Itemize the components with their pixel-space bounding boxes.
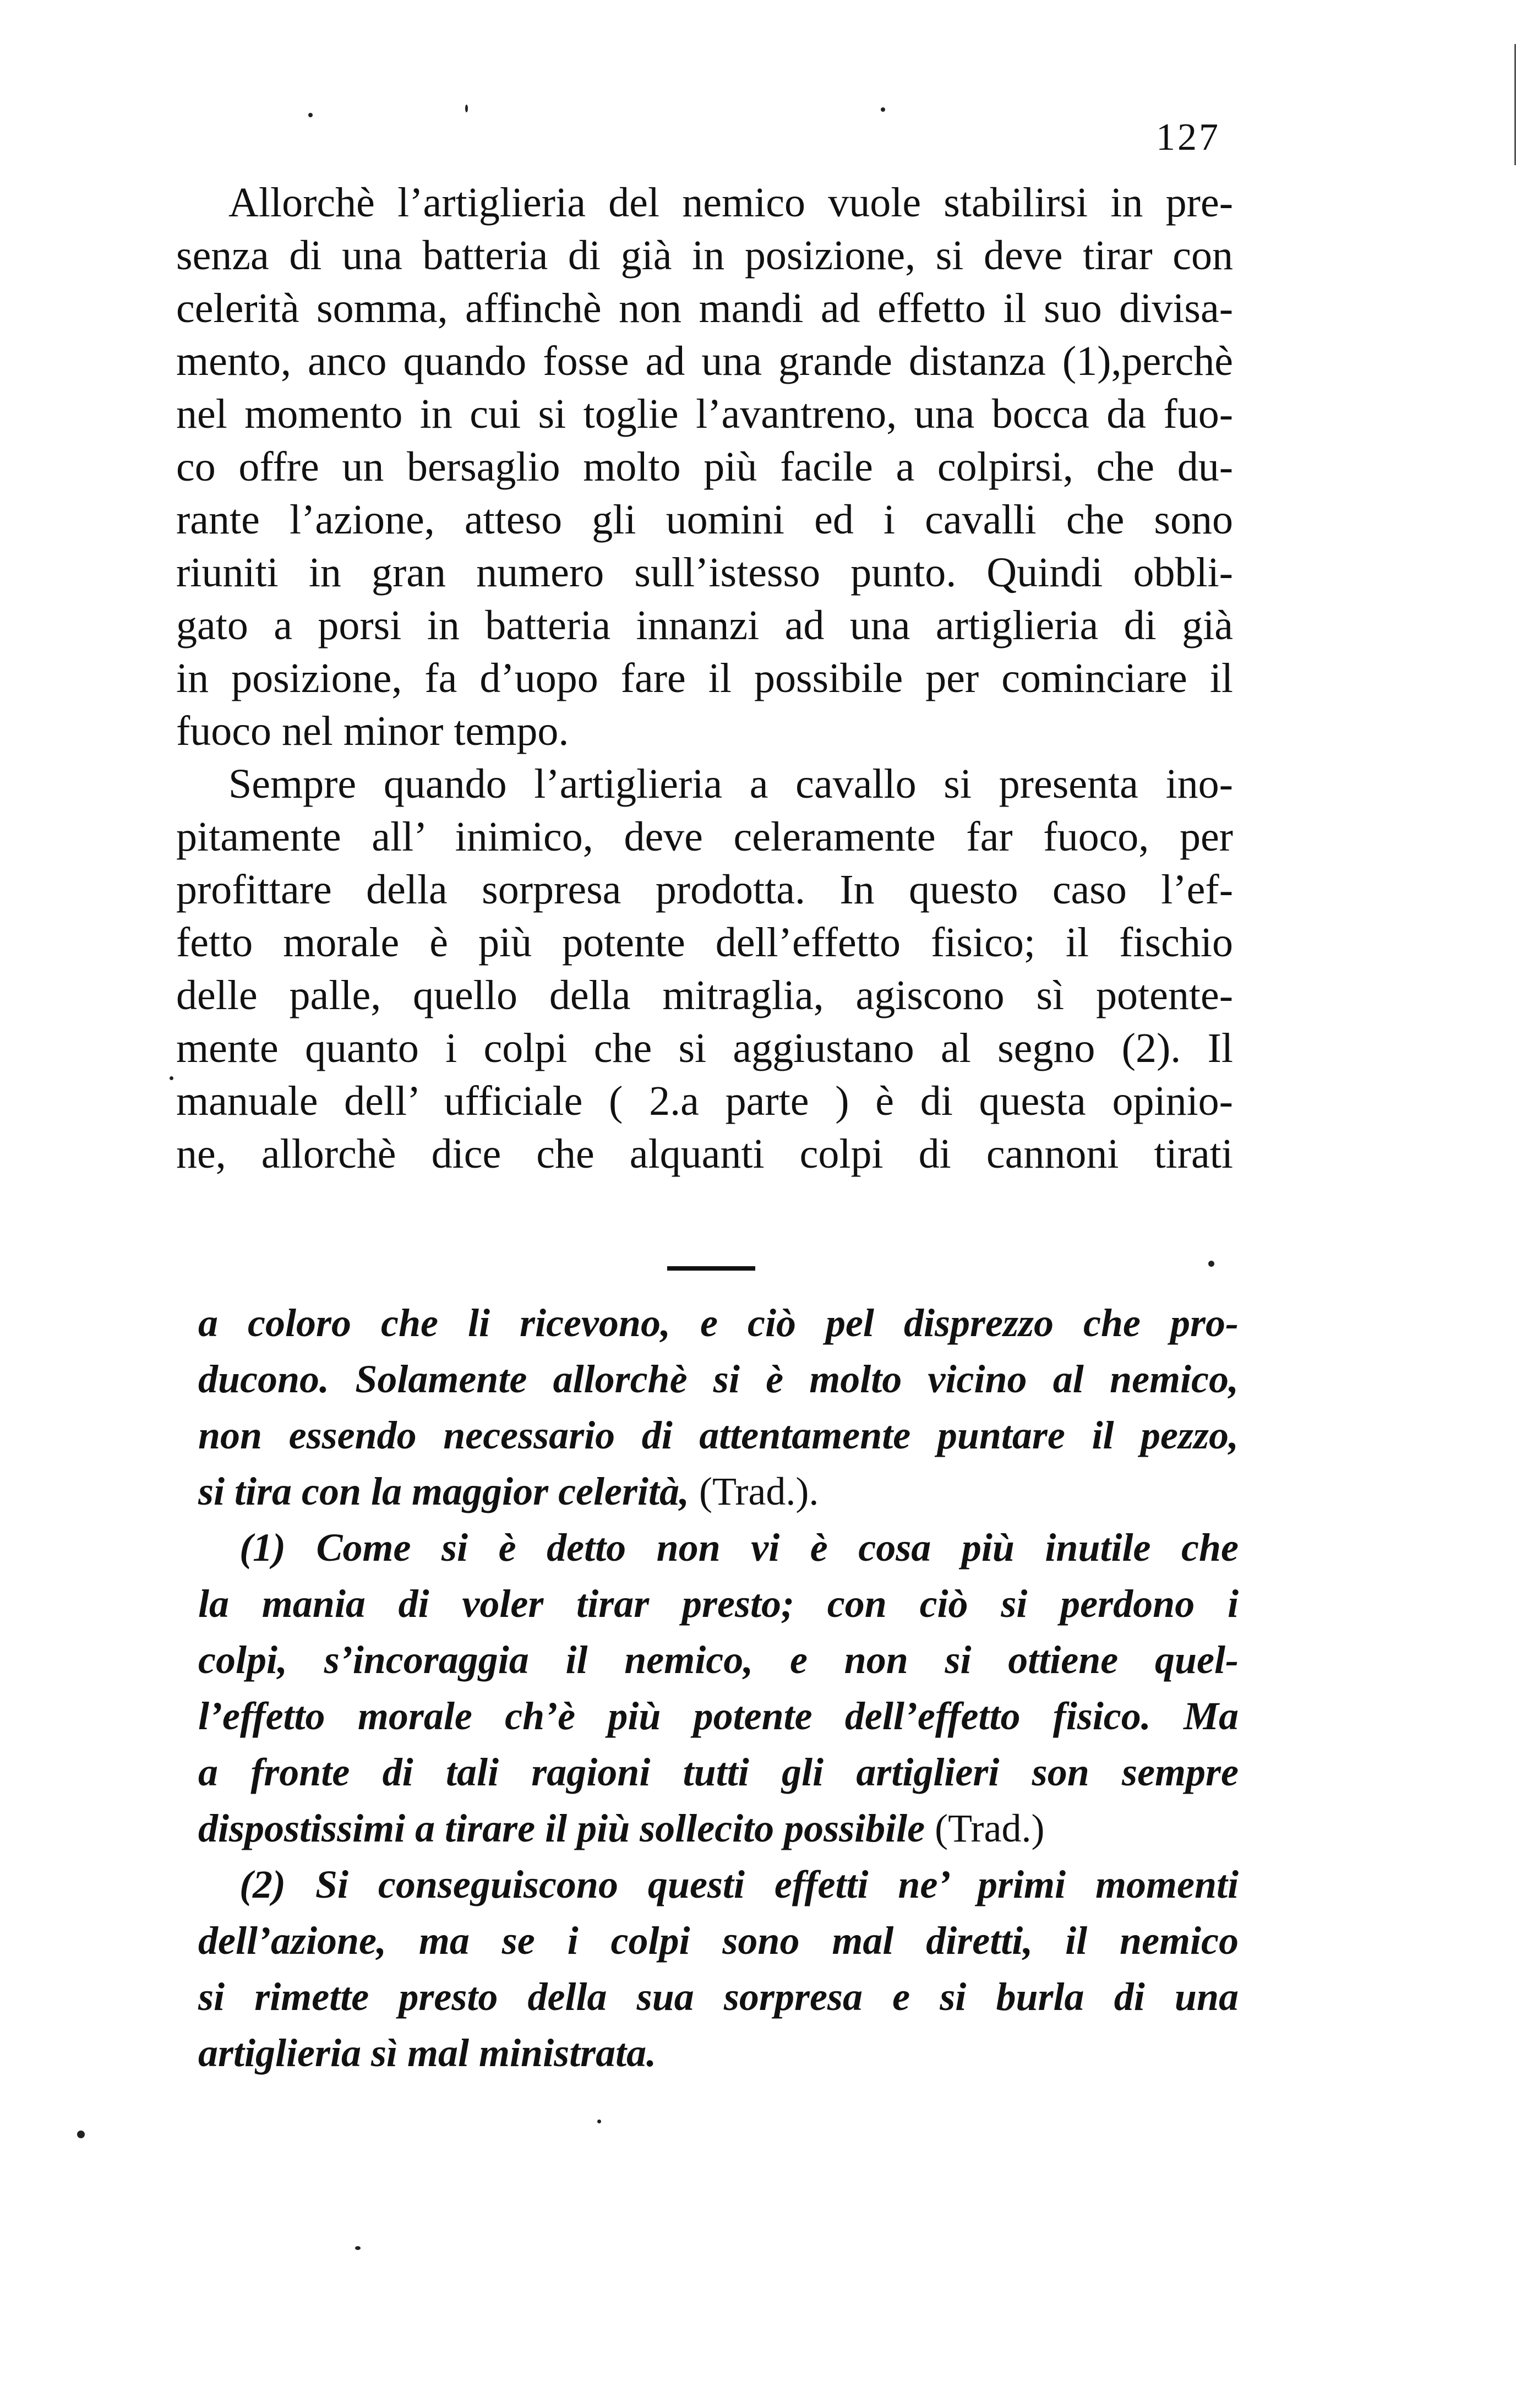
text-line: fuoco nel minor tempo.	[176, 708, 569, 754]
footnote-line: a coloro che li ricevono, e ciò pel disprezzo che pro-	[198, 1301, 1239, 1345]
footnote-line: artiglieria sì mal ministrata.	[198, 2031, 657, 2075]
text-line: senza di una batteria di già in posizione, si deve tirar con	[176, 232, 1233, 279]
page-number: 127	[1156, 116, 1220, 159]
translator-tag: (Trad.)	[935, 1806, 1045, 1850]
footnote-line: l’effetto morale ch’è più potente dell’effetto fisico. Ma	[198, 1694, 1239, 1738]
footnote-line: a fronte di tali ragioni tutti gli artiglieri son sempre	[198, 1750, 1239, 1794]
print-speck	[355, 2246, 361, 2250]
text-line: riuniti in gran numero sull’istesso punto. Quindi obbli-	[176, 549, 1233, 596]
footnote-separator	[667, 1266, 755, 1271]
footnotes-block	[198, 1295, 1239, 2081]
text-line: gato a porsi in batteria innanzi ad una artiglieria di già	[176, 602, 1233, 649]
text-line: manuale dell’ ufficiale ( 2.a parte ) è di questa opinio-	[176, 1078, 1233, 1124]
text-line: co offre un bersaglio molto più facile a colpirsi, che du-	[176, 444, 1233, 490]
print-speck	[1208, 1261, 1214, 1267]
text-line: delle palle, quello della mitraglia, agiscono sì potente-	[176, 972, 1233, 1018]
text-line: mento, anco quando fosse ad una grande distanza (1),perchè	[176, 338, 1233, 384]
print-speck	[597, 2120, 601, 2123]
translator-tag: (Trad.).	[699, 1469, 819, 1513]
text-line: pitamente all’ inimico, deve celeramente far fuoco, per	[176, 814, 1233, 860]
text-line: nel momento in cui si toglie l’avantreno, una bocca da fuo-	[176, 391, 1233, 437]
text-line: ne, allorchè dice che alquanti colpi di cannoni tirati	[176, 1131, 1233, 1177]
footnote-line: la mania di voler tirar presto; con ciò si perdono i	[198, 1582, 1239, 1626]
footnote-line: colpi, s’incoraggia il nemico, e non si ottiene quel-	[198, 1638, 1239, 1682]
footnote-line	[198, 1463, 1239, 1519]
text-line: fetto morale è più potente dell’effetto fisico; il fischio	[176, 919, 1233, 966]
text-line: profittare della sorpresa prodotta. In questo caso l’ef-	[176, 867, 1233, 913]
text-line: Sempre quando l’artiglieria a cavallo si presenta ino-	[228, 761, 1233, 807]
footnote-line: (1) Come si è detto non vi è cosa più inutile che	[239, 1526, 1239, 1570]
text-line: in posizione, fa d’uopo fare il possibile per cominciare il	[176, 655, 1233, 701]
main-text-block	[176, 176, 1233, 1180]
text-line: rante l’azione, atteso gli uomini ed i cavalli che sono	[176, 497, 1233, 543]
print-speck	[308, 113, 313, 117]
footnote-line: dell’azione, ma se i colpi sono mal diretti, il nemico	[198, 1919, 1239, 1963]
footnote-line	[198, 1800, 1239, 1856]
print-speck	[465, 105, 468, 112]
footnote-line: si rimette presto della sua sorpresa e si burla di una	[198, 1975, 1239, 2019]
text-line: Allorchè l’artiglieria del nemico vuole stabilirsi in pre-	[228, 179, 1233, 226]
print-speck	[170, 1076, 173, 1080]
footnote-text: si tira con la maggior celerità,	[198, 1469, 689, 1513]
print-speck	[881, 107, 885, 112]
text-line: mente quanto i colpi che si aggiustano al segno (2). Il	[176, 1025, 1233, 1071]
footnote-line: ducono. Solamente allorchè si è molto vicino al nemico,	[198, 1357, 1239, 1401]
print-speck	[77, 2131, 85, 2138]
footnote-text: dispostissimi a tirare il più sollecito possibile	[198, 1806, 925, 1850]
footnote-line: (2) Si conseguiscono questi effetti ne’ primi momenti	[239, 1862, 1239, 1906]
text-line: celerità somma, affinchè non mandi ad effetto il suo divisa-	[176, 285, 1233, 331]
footnote-line: non essendo necessario di attentamente puntare il pezzo,	[198, 1413, 1239, 1457]
